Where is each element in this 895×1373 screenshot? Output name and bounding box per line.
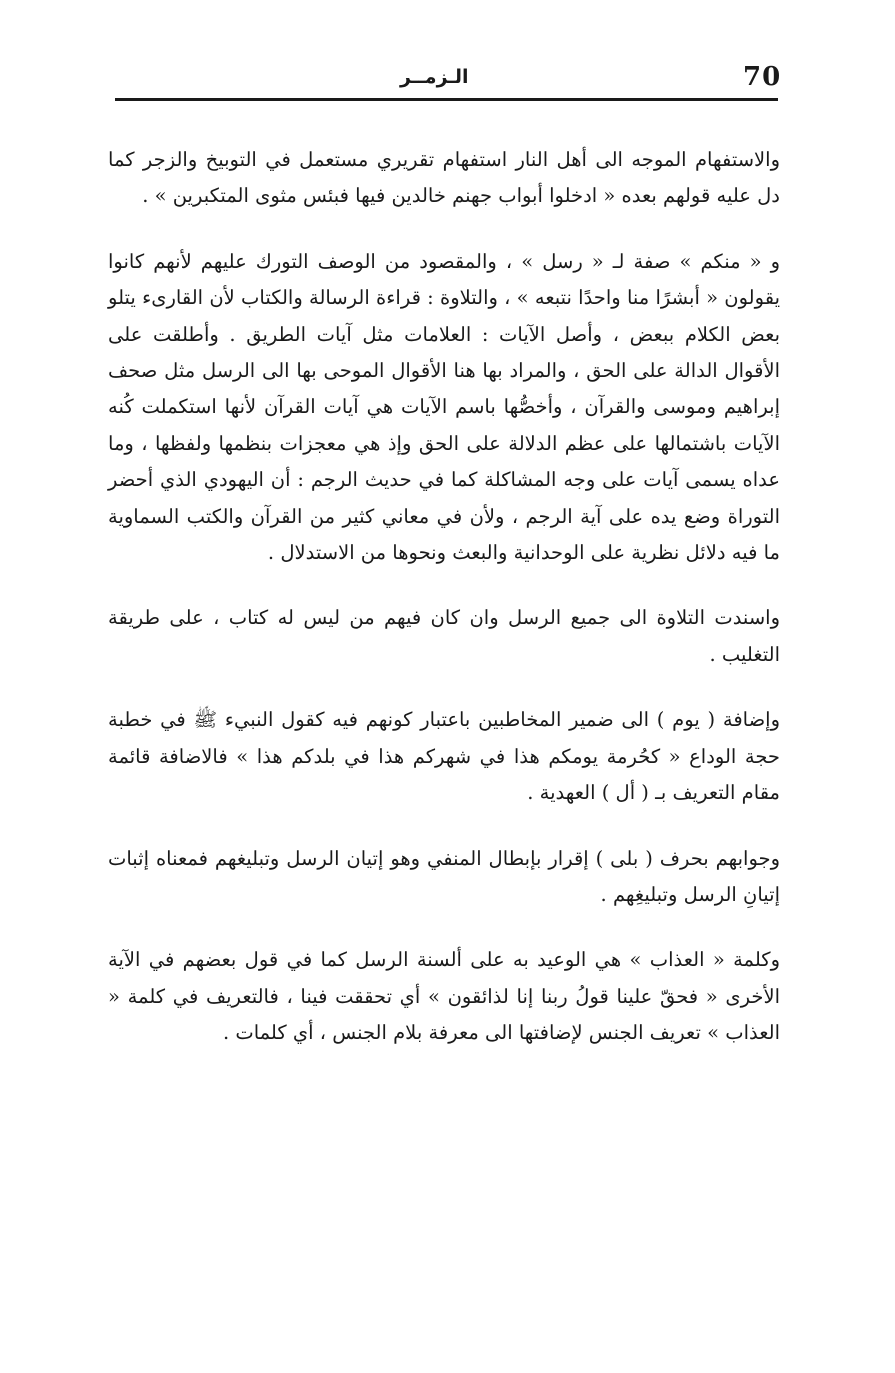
- page-number: 70: [743, 62, 782, 92]
- running-title: الـزمــر: [400, 66, 469, 88]
- paragraph-isnad-tilawa: واسندت التلاوة الى جميع الرسل وان كان فيهم من ليس له كتاب ، على طريقة التغليب .: [108, 606, 780, 666]
- paragraph-minkum: و « منكم » صفة لـ « رسل » ، والمقصود من الوصف التورك عليهم لأنهم كانوا يقولون « أبشرًا منا واحدًا نتبعه » ، والتلاوة : قراءة الرسالة والكتاب لأن القارىء يتلو بعض الكلام ببعض ، وأصل الآيات : العلامات مثل آيات الطريق . وأطلقت على الأقوال الدالة على الحق ، والمراد بها هنا الأقوال الموحى بها الى الرسل مثل صحف إبراهيم وموسى والقرآن ، وأخصُّها باسم الآيات هي آيات القرآن لأنها استكملت كُنه الآيات باشتمالها على عظم الدلالة على الحق وإذ هي معجزات بنظمها ولفظها ، وما عداه يسمى آيات على وجه المشاكلة كما في حديث الرجم : أن اليهودي الذي أحضر التوراة وضع يده على آية الرجم ، ولأن في معاني كثير من القرآن والكتب السماوية ما فيه دلائل نظرية على الوحدانية والبعث ونحوها من الاستدلال .: [108, 249, 780, 565]
- page-header: [115, 58, 782, 102]
- paragraph-idafat-yawm: وإضافة ( يوم ) الى ضمير المخاطبين باعتبار كونهم فيه كقول النبيء ﷺ في خطبة حجة الوداع « كحُرمة يومكم هذا في شهركم هذا في بلدكم هذا » فالاضافة قائمة مقام التعريف بـ ( أل ) العهدية .: [108, 708, 780, 805]
- paragraph-kalimat-adhab: وكلمة « العذاب » هي الوعيد به على ألسنة الرسل كما في قول بعضهم في الآية الأخرى « فحقّ علينا قولُ ربنا إنا لذائقون » أي تحققت فينا ، فالتعريف في كلمة « العذاب » تعريف الجنس لإضافتها الى معرفة بلام الجنس ، أي كلمات .: [108, 948, 780, 1045]
- paragraph-istifham: والاستفهام الموجه الى أهل النار استفهام تقريري مستعمل في التوبيخ والزجر كما دل عليه قولهم بعده « ادخلوا أبواب جهنم خالدين فيها فبئس مثوى المتكبرين » .: [108, 148, 780, 208]
- header-rule: [115, 98, 778, 101]
- body-text: [108, 142, 780, 1052]
- paragraph-jawab-bala: وجوابهم بحرف ( بلى ) إقرار بإبطال المنفي وهو إتيان الرسل وتبليغهم فمعناه إثبات إتيانِ الرسل وتبليغِهم .: [108, 846, 780, 906]
